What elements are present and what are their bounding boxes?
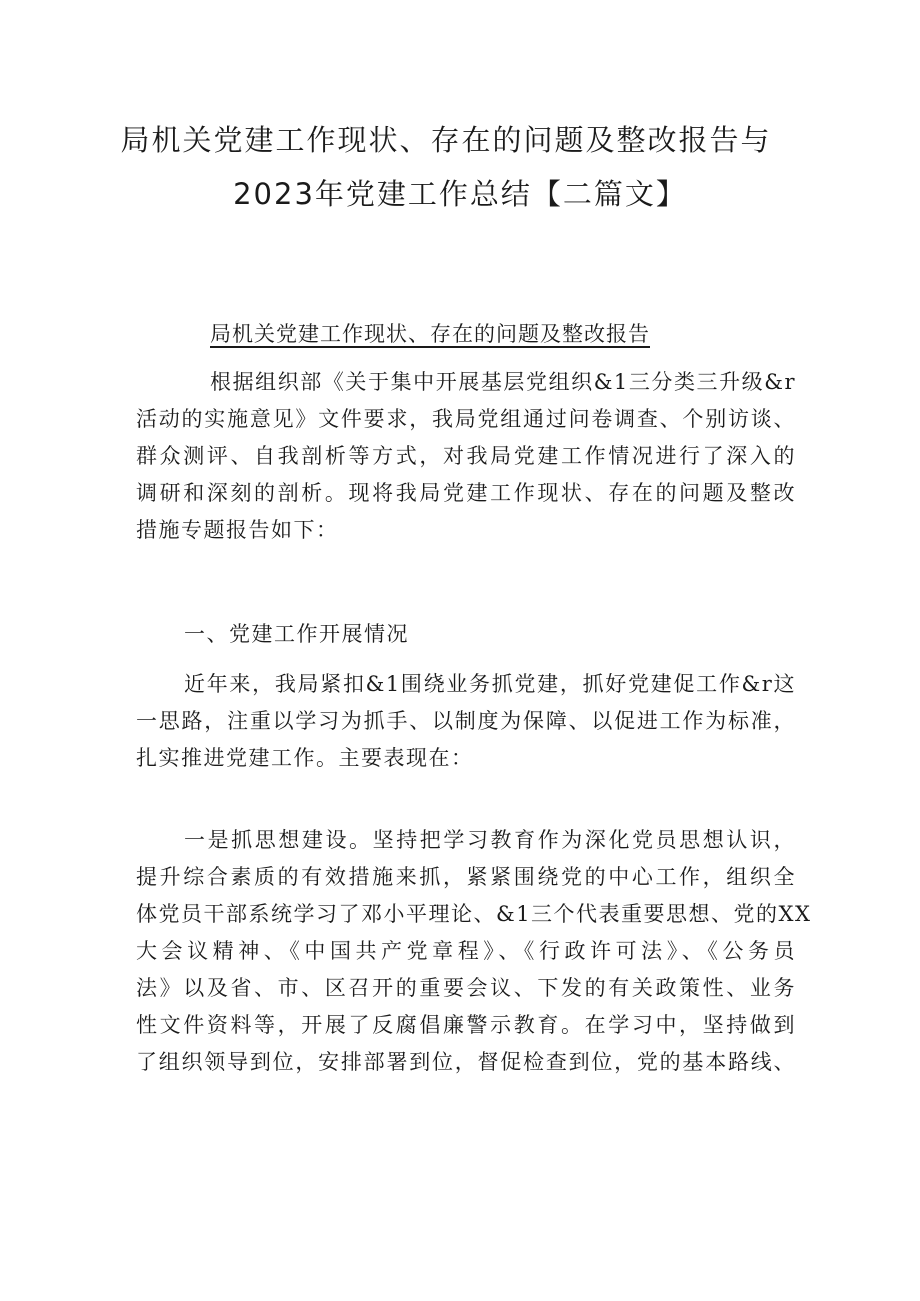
point-1-line: 性文件资料等，开展了反腐倡廉警示教育。在学习中，坚持做到 bbox=[136, 1013, 796, 1037]
intro-line: 群众测评、自我剖析等方式，对我局党建工作情况进行了深入的 bbox=[136, 444, 796, 468]
intro-line: 根据组织部《关于集中开展基层党组织&1三分类三升级&r bbox=[210, 370, 796, 394]
document-title-line-2: 2023年党建工作总结【二篇文】 bbox=[233, 177, 687, 211]
point-1-line: 了组织领导到位，安排部署到位，督促检查到位，党的基本路线、 bbox=[136, 1050, 796, 1074]
report-subtitle: 局机关党建工作现状、存在的问题及整改报告 bbox=[210, 322, 650, 346]
intro-line: 措施专题报告如下： bbox=[136, 518, 339, 542]
section-1-heading-block bbox=[136, 616, 796, 653]
point-1-line: 法》以及省、市、区召开的重要会议、下发的有关政策性、业务 bbox=[136, 976, 796, 1000]
intro-paragraph bbox=[136, 364, 796, 549]
section-1-heading: 一、党建工作开展情况 bbox=[184, 622, 409, 646]
intro-line: 活动的实施意见》文件要求，我局党组通过问卷调查、个别访谈、 bbox=[136, 407, 796, 431]
point-1-line: 体党员干部系统学习了邓小平理论、&1三个代表重要思想、党的XX bbox=[136, 902, 812, 926]
intro-line: 调研和深刻的剖析。现将我局党建工作现状、存在的问题及整改 bbox=[136, 481, 796, 505]
document-title-line-1: 局机关党建工作现状、存在的问题及整改报告与 bbox=[120, 123, 772, 157]
point-1-line: 提升综合素质的有效措施来抓，紧紧围绕党的中心工作，组织全 bbox=[136, 865, 796, 889]
section-1-line: 一思路，注重以学习为抓手、以制度为保障、以促进工作为标准， bbox=[136, 709, 796, 733]
point-1-line: 大会议精神、《中国共产党章程》、《行政许可法》、《公务员 bbox=[136, 939, 796, 963]
section-1-paragraph bbox=[136, 666, 796, 777]
point-1-line: 一是抓思想建设。坚持把学习教育作为深化党员思想认识， bbox=[184, 828, 796, 852]
point-1-paragraph bbox=[136, 822, 812, 1081]
section-1-line: 扎实推进党建工作。主要表现在： bbox=[136, 746, 474, 770]
section-1-line: 近年来，我局紧扣&1围绕业务抓党建，抓好党建促工作&r这 bbox=[184, 672, 796, 696]
